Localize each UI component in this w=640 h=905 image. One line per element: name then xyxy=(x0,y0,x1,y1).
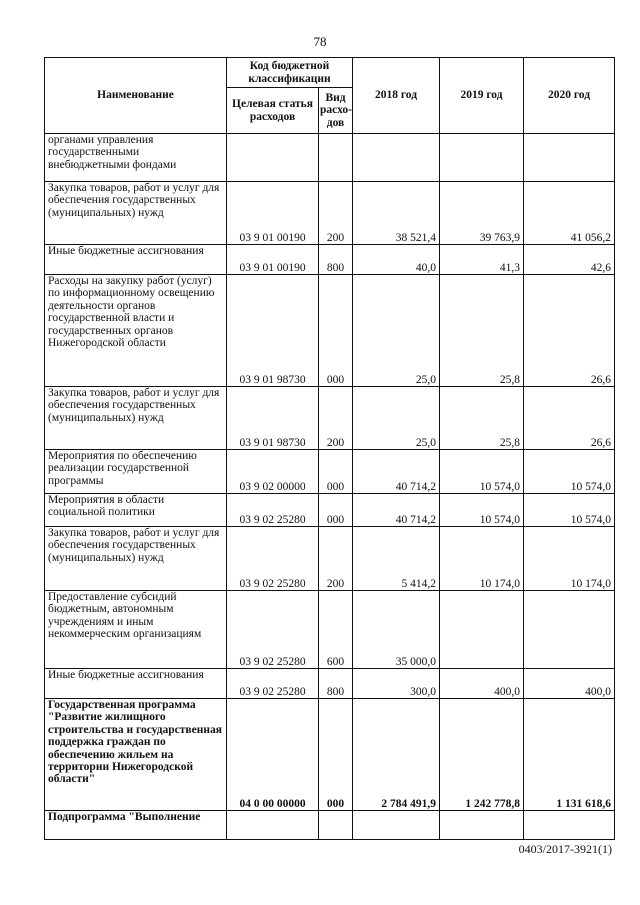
row-expense-type xyxy=(319,134,353,182)
row-expense-type: 000 xyxy=(319,450,353,494)
table-row xyxy=(45,134,615,182)
row-value-2018: 40 714,2 xyxy=(353,450,440,494)
table-row xyxy=(45,811,615,840)
table-row xyxy=(45,527,615,591)
row-value-2019: 1 242 778,8 xyxy=(440,699,524,811)
row-value-2019 xyxy=(440,591,524,669)
row-value-2020: 1 131 618,6 xyxy=(524,699,615,811)
row-value-2020: 10 574,0 xyxy=(524,450,615,494)
row-name: Закупка товаров, работ и услуг для обеспечения государственных (муниципальных) нужд xyxy=(45,182,227,245)
row-value-2020: 26,6 xyxy=(524,275,615,387)
row-name: Мероприятия по обеспечению реализации государственной программы xyxy=(45,450,227,494)
row-value-2020: 26,6 xyxy=(524,387,615,450)
row-target-article: 04 0 00 00000 xyxy=(227,699,319,811)
table-row xyxy=(45,450,615,494)
row-expense-type xyxy=(319,811,353,840)
header-year-2019: 2019 год xyxy=(440,58,524,134)
row-name: Закупка товаров, работ и услуг для обеспечения государственных (муниципальных) нужд xyxy=(45,527,227,591)
row-value-2019: 41,3 xyxy=(440,245,524,275)
row-value-2018: 300,0 xyxy=(353,669,440,699)
row-value-2018 xyxy=(353,134,440,182)
row-expense-type: 200 xyxy=(319,182,353,245)
row-value-2018: 40,0 xyxy=(353,245,440,275)
row-target-article: 03 9 01 98730 xyxy=(227,387,319,450)
row-value-2019: 25,8 xyxy=(440,275,524,387)
row-value-2018: 2 784 491,9 xyxy=(353,699,440,811)
row-name: Иные бюджетные ассигнования xyxy=(45,669,227,699)
table-header xyxy=(45,58,615,134)
row-target-article xyxy=(227,134,319,182)
row-target-article xyxy=(227,811,319,840)
row-name: Государственная программа "Развитие жилищного строительства и государственная поддержка граждан по обеспечению жильем на территории Нижегородской области" xyxy=(45,699,227,811)
row-name: Закупка товаров, работ и услуг для обеспечения государственных (муниципальных) нужд xyxy=(45,387,227,450)
row-expense-type: 000 xyxy=(319,494,353,527)
table-body xyxy=(45,134,615,840)
row-value-2019: 39 763,9 xyxy=(440,182,524,245)
row-value-2019: 25,8 xyxy=(440,387,524,450)
table-row xyxy=(45,275,615,387)
header-year-2018: 2018 год xyxy=(353,58,440,134)
row-name: Расходы на закупку работ (услуг) по информационному освещению деятельности органов государственной власти и государственных органов Нижегородской области xyxy=(45,275,227,387)
table-row xyxy=(45,182,615,245)
row-target-article: 03 9 01 00190 xyxy=(227,182,319,245)
page-number: 78 xyxy=(313,34,327,49)
row-target-article: 03 9 02 25280 xyxy=(227,591,319,669)
table-row xyxy=(45,591,615,669)
row-value-2020: 41 056,2 xyxy=(524,182,615,245)
row-expense-type: 200 xyxy=(319,527,353,591)
row-value-2020 xyxy=(524,134,615,182)
row-value-2019: 400,0 xyxy=(440,669,524,699)
budget-table xyxy=(44,57,615,840)
table-row xyxy=(45,669,615,699)
header-code-group: Код бюджетной классификации xyxy=(227,58,353,88)
row-expense-type: 000 xyxy=(319,275,353,387)
row-value-2019 xyxy=(440,134,524,182)
row-target-article: 03 9 02 25280 xyxy=(227,494,319,527)
header-expense-type: Вид расхо-дов xyxy=(319,88,353,134)
row-expense-type: 800 xyxy=(319,245,353,275)
header-name: Наименование xyxy=(45,58,227,134)
table-row xyxy=(45,387,615,450)
row-value-2018: 40 714,2 xyxy=(353,494,440,527)
row-value-2018: 25,0 xyxy=(353,275,440,387)
row-target-article: 03 9 02 25280 xyxy=(227,527,319,591)
row-name: Мероприятия в области социальной политики xyxy=(45,494,227,527)
row-expense-type: 800 xyxy=(319,669,353,699)
row-expense-type: 000 xyxy=(319,699,353,811)
table-row xyxy=(45,245,615,275)
row-value-2020: 42,6 xyxy=(524,245,615,275)
row-value-2020: 10 174,0 xyxy=(524,527,615,591)
row-target-article: 03 9 01 98730 xyxy=(227,275,319,387)
row-name: Подпрограмма "Выполнение xyxy=(45,811,227,840)
row-value-2018: 35 000,0 xyxy=(353,591,440,669)
row-expense-type: 200 xyxy=(319,387,353,450)
row-value-2019 xyxy=(440,811,524,840)
row-value-2020: 10 574,0 xyxy=(524,494,615,527)
header-year-2020: 2020 год xyxy=(524,58,615,134)
row-name: органами управления государственными внебюджетными фондами xyxy=(45,134,227,182)
row-target-article: 03 9 02 25280 xyxy=(227,669,319,699)
row-value-2020: 400,0 xyxy=(524,669,615,699)
row-value-2019: 10 174,0 xyxy=(440,527,524,591)
document-code: 0403/2017-3921(1) xyxy=(518,842,612,856)
header-target-article: Целевая статья расходов xyxy=(227,88,319,134)
row-target-article: 03 9 02 00000 xyxy=(227,450,319,494)
row-name: Предоставление субсидий бюджетным, автономным учреждениям и иным некоммерческим организациям xyxy=(45,591,227,669)
row-value-2018: 5 414,2 xyxy=(353,527,440,591)
row-value-2020 xyxy=(524,811,615,840)
row-value-2018 xyxy=(353,811,440,840)
row-expense-type: 600 xyxy=(319,591,353,669)
row-name: Иные бюджетные ассигнования xyxy=(45,245,227,275)
row-value-2020 xyxy=(524,591,615,669)
table-row xyxy=(45,494,615,527)
row-value-2018: 38 521,4 xyxy=(353,182,440,245)
row-value-2019: 10 574,0 xyxy=(440,494,524,527)
table-row xyxy=(45,699,615,811)
row-target-article: 03 9 01 00190 xyxy=(227,245,319,275)
row-value-2019: 10 574,0 xyxy=(440,450,524,494)
row-value-2018: 25,0 xyxy=(353,387,440,450)
